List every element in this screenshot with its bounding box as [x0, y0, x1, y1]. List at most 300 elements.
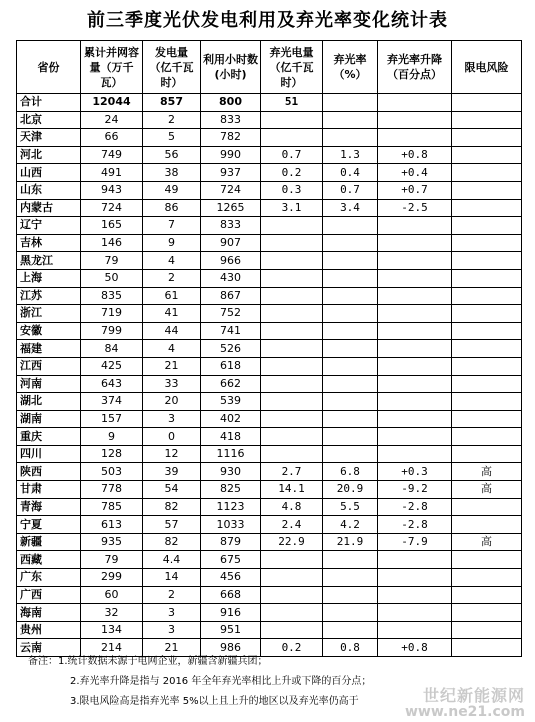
value-cell [378, 322, 452, 340]
value-cell: 986 [201, 639, 261, 657]
value-cell: 60 [81, 586, 143, 604]
column-header: 弃光率（%） [323, 41, 378, 94]
value-cell: 2 [143, 586, 201, 604]
table-row [17, 481, 522, 499]
value-cell: 799 [81, 322, 143, 340]
value-cell [323, 234, 378, 252]
value-cell: 56 [143, 146, 201, 164]
value-cell [323, 428, 378, 446]
value-cell: 5.5 [323, 498, 378, 516]
table-row [17, 463, 522, 481]
value-cell [452, 428, 522, 446]
province-cell: 福建 [17, 340, 81, 358]
value-cell [261, 410, 323, 428]
column-header: 限电风险 [452, 41, 522, 94]
province-cell: 广西 [17, 586, 81, 604]
table-row [17, 340, 522, 358]
province-cell: 新疆 [17, 533, 81, 551]
value-cell: 86 [143, 199, 201, 217]
value-cell [378, 252, 452, 270]
value-cell: 14 [143, 569, 201, 587]
value-cell [323, 129, 378, 147]
table-row [17, 498, 522, 516]
value-cell [378, 94, 452, 112]
value-cell: +0.8 [378, 146, 452, 164]
value-cell [452, 199, 522, 217]
value-cell [452, 621, 522, 639]
value-cell: 14.1 [261, 481, 323, 499]
value-cell: 84 [81, 340, 143, 358]
province-cell: 宁夏 [17, 516, 81, 534]
value-cell: 943 [81, 181, 143, 199]
value-cell [261, 217, 323, 235]
value-cell: 425 [81, 357, 143, 375]
value-cell [378, 586, 452, 604]
province-cell: 湖南 [17, 410, 81, 428]
column-header: 弃光电量（亿千瓦时） [261, 41, 323, 94]
value-cell [261, 621, 323, 639]
value-cell: 825 [201, 481, 261, 499]
value-cell: 491 [81, 164, 143, 182]
value-cell: 374 [81, 393, 143, 411]
value-cell: 高 [452, 463, 522, 481]
note-3: 3.限电风险高是指弃光率 5%以上且上升的地区以及弃光率仍高于 [70, 696, 359, 707]
note-2: 2.弃光率升降是指与 2016 年全年弃光率相比上升或下降的百分点； [70, 676, 372, 687]
column-header: 累计并网容量（万千瓦） [81, 41, 143, 94]
province-cell: 河南 [17, 375, 81, 393]
province-cell: 安徽 [17, 322, 81, 340]
value-cell: 50 [81, 269, 143, 287]
table-row [17, 305, 522, 323]
value-cell [323, 551, 378, 569]
table-row [17, 146, 522, 164]
value-cell [261, 252, 323, 270]
table-body [17, 94, 522, 657]
value-cell [323, 410, 378, 428]
province-cell: 湖北 [17, 393, 81, 411]
value-cell: 2.4 [261, 516, 323, 534]
value-cell [378, 604, 452, 622]
value-cell: 3.4 [323, 199, 378, 217]
value-cell [378, 111, 452, 129]
value-cell: 930 [201, 463, 261, 481]
value-cell [452, 357, 522, 375]
value-cell: 526 [201, 340, 261, 358]
value-cell: 782 [201, 129, 261, 147]
table-row [17, 181, 522, 199]
value-cell [261, 375, 323, 393]
value-cell: 1265 [201, 199, 261, 217]
value-cell [323, 604, 378, 622]
value-cell [261, 445, 323, 463]
value-cell: 79 [81, 252, 143, 270]
table-row [17, 393, 522, 411]
value-cell: 752 [201, 305, 261, 323]
value-cell [452, 498, 522, 516]
value-cell: 24 [81, 111, 143, 129]
value-cell: 402 [201, 410, 261, 428]
value-cell [452, 410, 522, 428]
value-cell: -2.8 [378, 516, 452, 534]
table-row [17, 428, 522, 446]
value-cell: 38 [143, 164, 201, 182]
value-cell: 675 [201, 551, 261, 569]
value-cell [378, 445, 452, 463]
province-cell: 黑龙江 [17, 252, 81, 270]
value-cell: 146 [81, 234, 143, 252]
value-cell [323, 217, 378, 235]
value-cell: 7 [143, 217, 201, 235]
table-row [17, 252, 522, 270]
value-cell [452, 111, 522, 129]
value-cell: +0.3 [378, 463, 452, 481]
value-cell [452, 287, 522, 305]
value-cell [378, 621, 452, 639]
value-cell: 79 [81, 551, 143, 569]
value-cell [323, 287, 378, 305]
value-cell: 0.2 [261, 164, 323, 182]
table-row [17, 375, 522, 393]
value-cell: 1123 [201, 498, 261, 516]
value-cell [323, 111, 378, 129]
value-cell: 618 [201, 357, 261, 375]
value-cell: 749 [81, 146, 143, 164]
value-cell: 134 [81, 621, 143, 639]
value-cell: 57 [143, 516, 201, 534]
value-cell [323, 340, 378, 358]
value-cell: 82 [143, 498, 201, 516]
table-row [17, 199, 522, 217]
value-cell: 4.8 [261, 498, 323, 516]
value-cell [261, 569, 323, 587]
value-cell: 0.8 [323, 639, 378, 657]
value-cell [452, 551, 522, 569]
value-cell: 916 [201, 604, 261, 622]
value-cell [261, 129, 323, 147]
value-cell: 0.3 [261, 181, 323, 199]
value-cell: -2.8 [378, 498, 452, 516]
table-row [17, 129, 522, 147]
value-cell [378, 569, 452, 587]
value-cell: -2.5 [378, 199, 452, 217]
value-cell [261, 322, 323, 340]
table-row [17, 164, 522, 182]
province-cell: 重庆 [17, 428, 81, 446]
table-row [17, 551, 522, 569]
value-cell: 3 [143, 604, 201, 622]
value-cell: 299 [81, 569, 143, 587]
value-cell [452, 94, 522, 112]
table-row [17, 357, 522, 375]
value-cell [452, 375, 522, 393]
value-cell [452, 393, 522, 411]
table-row [17, 410, 522, 428]
value-cell: 6.8 [323, 463, 378, 481]
province-cell: 内蒙古 [17, 199, 81, 217]
value-cell: 430 [201, 269, 261, 287]
value-cell [378, 234, 452, 252]
table-row [17, 569, 522, 587]
table-row [17, 234, 522, 252]
value-cell [261, 287, 323, 305]
column-header: 省份 [17, 41, 81, 94]
value-cell: 82 [143, 533, 201, 551]
header-row [17, 41, 522, 94]
value-cell [452, 181, 522, 199]
column-header: 弃光率升降（百分点） [378, 41, 452, 94]
value-cell: 4 [143, 252, 201, 270]
province-cell: 江西 [17, 357, 81, 375]
value-cell: 20 [143, 393, 201, 411]
value-cell [378, 269, 452, 287]
watermark-text: 世纪新能源网 [422, 686, 525, 705]
value-cell: 39 [143, 463, 201, 481]
value-cell: 41 [143, 305, 201, 323]
value-cell [323, 569, 378, 587]
value-cell: 1033 [201, 516, 261, 534]
pv-statistics-table [16, 40, 522, 657]
table-row [17, 217, 522, 235]
value-cell [323, 94, 378, 112]
value-cell [452, 639, 522, 657]
value-cell: 44 [143, 322, 201, 340]
value-cell: 51 [261, 94, 323, 112]
value-cell [452, 146, 522, 164]
value-cell: 高 [452, 533, 522, 551]
value-cell: 778 [81, 481, 143, 499]
value-cell [452, 217, 522, 235]
value-cell [378, 305, 452, 323]
value-cell: 990 [201, 146, 261, 164]
province-cell: 山西 [17, 164, 81, 182]
value-cell: 3 [143, 410, 201, 428]
table-row [17, 269, 522, 287]
value-cell: 857 [143, 94, 201, 112]
value-cell: +0.8 [378, 639, 452, 657]
value-cell [261, 586, 323, 604]
table-row [17, 621, 522, 639]
watermark [405, 683, 525, 720]
value-cell: 4.4 [143, 551, 201, 569]
value-cell: 22.9 [261, 533, 323, 551]
note-1: 备注：1.统计数据未源于电网企业，新疆含新疆兵团； [28, 656, 268, 667]
value-cell: 21 [143, 639, 201, 657]
table-row [17, 586, 522, 604]
table-title: 前三季度光伏发电利用及弃光率变化统计表 [87, 10, 448, 31]
province-cell: 天津 [17, 129, 81, 147]
province-cell: 海南 [17, 604, 81, 622]
value-cell [323, 322, 378, 340]
value-cell: 456 [201, 569, 261, 587]
value-cell [378, 129, 452, 147]
value-cell [378, 357, 452, 375]
value-cell [261, 428, 323, 446]
value-cell: +0.7 [378, 181, 452, 199]
value-cell: 833 [201, 111, 261, 129]
province-cell: 贵州 [17, 621, 81, 639]
value-cell: 0.7 [323, 181, 378, 199]
value-cell: 2.7 [261, 463, 323, 481]
value-cell: 49 [143, 181, 201, 199]
value-cell: 5 [143, 129, 201, 147]
value-cell: 32 [81, 604, 143, 622]
value-cell: 867 [201, 287, 261, 305]
table-row [17, 445, 522, 463]
value-cell: 668 [201, 586, 261, 604]
value-cell: 61 [143, 287, 201, 305]
value-cell: 165 [81, 217, 143, 235]
value-cell [452, 569, 522, 587]
value-cell: 21.9 [323, 533, 378, 551]
total-row [17, 94, 522, 112]
value-cell [452, 340, 522, 358]
table-row [17, 516, 522, 534]
value-cell: 724 [81, 199, 143, 217]
value-cell: 9 [143, 234, 201, 252]
value-cell: 高 [452, 481, 522, 499]
province-cell: 上海 [17, 269, 81, 287]
value-cell: 503 [81, 463, 143, 481]
value-cell [452, 305, 522, 323]
value-cell: 835 [81, 287, 143, 305]
value-cell: 12044 [81, 94, 143, 112]
value-cell [261, 340, 323, 358]
value-cell: 2 [143, 269, 201, 287]
value-cell: 0.7 [261, 146, 323, 164]
table-row [17, 111, 522, 129]
value-cell: 0.4 [323, 164, 378, 182]
value-cell [452, 164, 522, 182]
value-cell: 0 [143, 428, 201, 446]
value-cell: 3.1 [261, 199, 323, 217]
value-cell [323, 269, 378, 287]
province-cell: 陕西 [17, 463, 81, 481]
value-cell: 907 [201, 234, 261, 252]
value-cell: 66 [81, 129, 143, 147]
value-cell: 741 [201, 322, 261, 340]
column-header: 利用小时数(小时) [201, 41, 261, 94]
column-header: 发电量（亿千瓦时） [143, 41, 201, 94]
value-cell [452, 445, 522, 463]
value-cell: 951 [201, 621, 261, 639]
value-cell [323, 357, 378, 375]
value-cell [261, 604, 323, 622]
value-cell [323, 305, 378, 323]
value-cell [378, 217, 452, 235]
value-cell [452, 604, 522, 622]
value-cell: -7.9 [378, 533, 452, 551]
province-cell: 甘肃 [17, 481, 81, 499]
value-cell [261, 269, 323, 287]
table-row [17, 604, 522, 622]
value-cell [261, 305, 323, 323]
province-cell: 江苏 [17, 287, 81, 305]
province-cell: 青海 [17, 498, 81, 516]
value-cell [452, 234, 522, 252]
value-cell [378, 340, 452, 358]
province-cell: 河北 [17, 146, 81, 164]
province-cell: 吉林 [17, 234, 81, 252]
value-cell [378, 428, 452, 446]
value-cell [452, 129, 522, 147]
province-cell: 合计 [17, 94, 81, 112]
value-cell: 12 [143, 445, 201, 463]
value-cell: 937 [201, 164, 261, 182]
value-cell [452, 269, 522, 287]
value-cell: 3 [143, 621, 201, 639]
value-cell: 833 [201, 217, 261, 235]
value-cell: +0.4 [378, 164, 452, 182]
value-cell: 879 [201, 533, 261, 551]
province-cell: 云南 [17, 639, 81, 657]
province-cell: 浙江 [17, 305, 81, 323]
province-cell: 山东 [17, 181, 81, 199]
value-cell [452, 516, 522, 534]
value-cell [452, 322, 522, 340]
value-cell: 4.2 [323, 516, 378, 534]
province-cell: 四川 [17, 445, 81, 463]
value-cell [323, 445, 378, 463]
value-cell: 0.2 [261, 639, 323, 657]
value-cell [378, 393, 452, 411]
table-row [17, 322, 522, 340]
province-cell: 西藏 [17, 551, 81, 569]
value-cell [378, 410, 452, 428]
value-cell [378, 287, 452, 305]
province-cell: 广东 [17, 569, 81, 587]
province-cell: 北京 [17, 111, 81, 129]
watermark-url: www.ne21.com [405, 704, 525, 720]
value-cell: 214 [81, 639, 143, 657]
value-cell [323, 586, 378, 604]
value-cell: 966 [201, 252, 261, 270]
table-row [17, 533, 522, 551]
value-cell: 418 [201, 428, 261, 446]
value-cell [378, 551, 452, 569]
value-cell: 643 [81, 375, 143, 393]
value-cell: 935 [81, 533, 143, 551]
value-cell [323, 393, 378, 411]
value-cell: 2 [143, 111, 201, 129]
value-cell [452, 252, 522, 270]
value-cell: 613 [81, 516, 143, 534]
value-cell [261, 393, 323, 411]
value-cell [261, 551, 323, 569]
value-cell [323, 621, 378, 639]
value-cell: 128 [81, 445, 143, 463]
value-cell: 719 [81, 305, 143, 323]
value-cell: 800 [201, 94, 261, 112]
value-cell: -9.2 [378, 481, 452, 499]
value-cell: 21 [143, 357, 201, 375]
value-cell: 724 [201, 181, 261, 199]
value-cell [452, 586, 522, 604]
value-cell [378, 375, 452, 393]
value-cell: 33 [143, 375, 201, 393]
value-cell [323, 375, 378, 393]
value-cell: 785 [81, 498, 143, 516]
value-cell: 4 [143, 340, 201, 358]
value-cell [261, 234, 323, 252]
value-cell: 662 [201, 375, 261, 393]
value-cell: 20.9 [323, 481, 378, 499]
province-cell: 辽宁 [17, 217, 81, 235]
value-cell: 9 [81, 428, 143, 446]
value-cell: 54 [143, 481, 201, 499]
value-cell [261, 111, 323, 129]
table-row [17, 287, 522, 305]
value-cell [261, 357, 323, 375]
